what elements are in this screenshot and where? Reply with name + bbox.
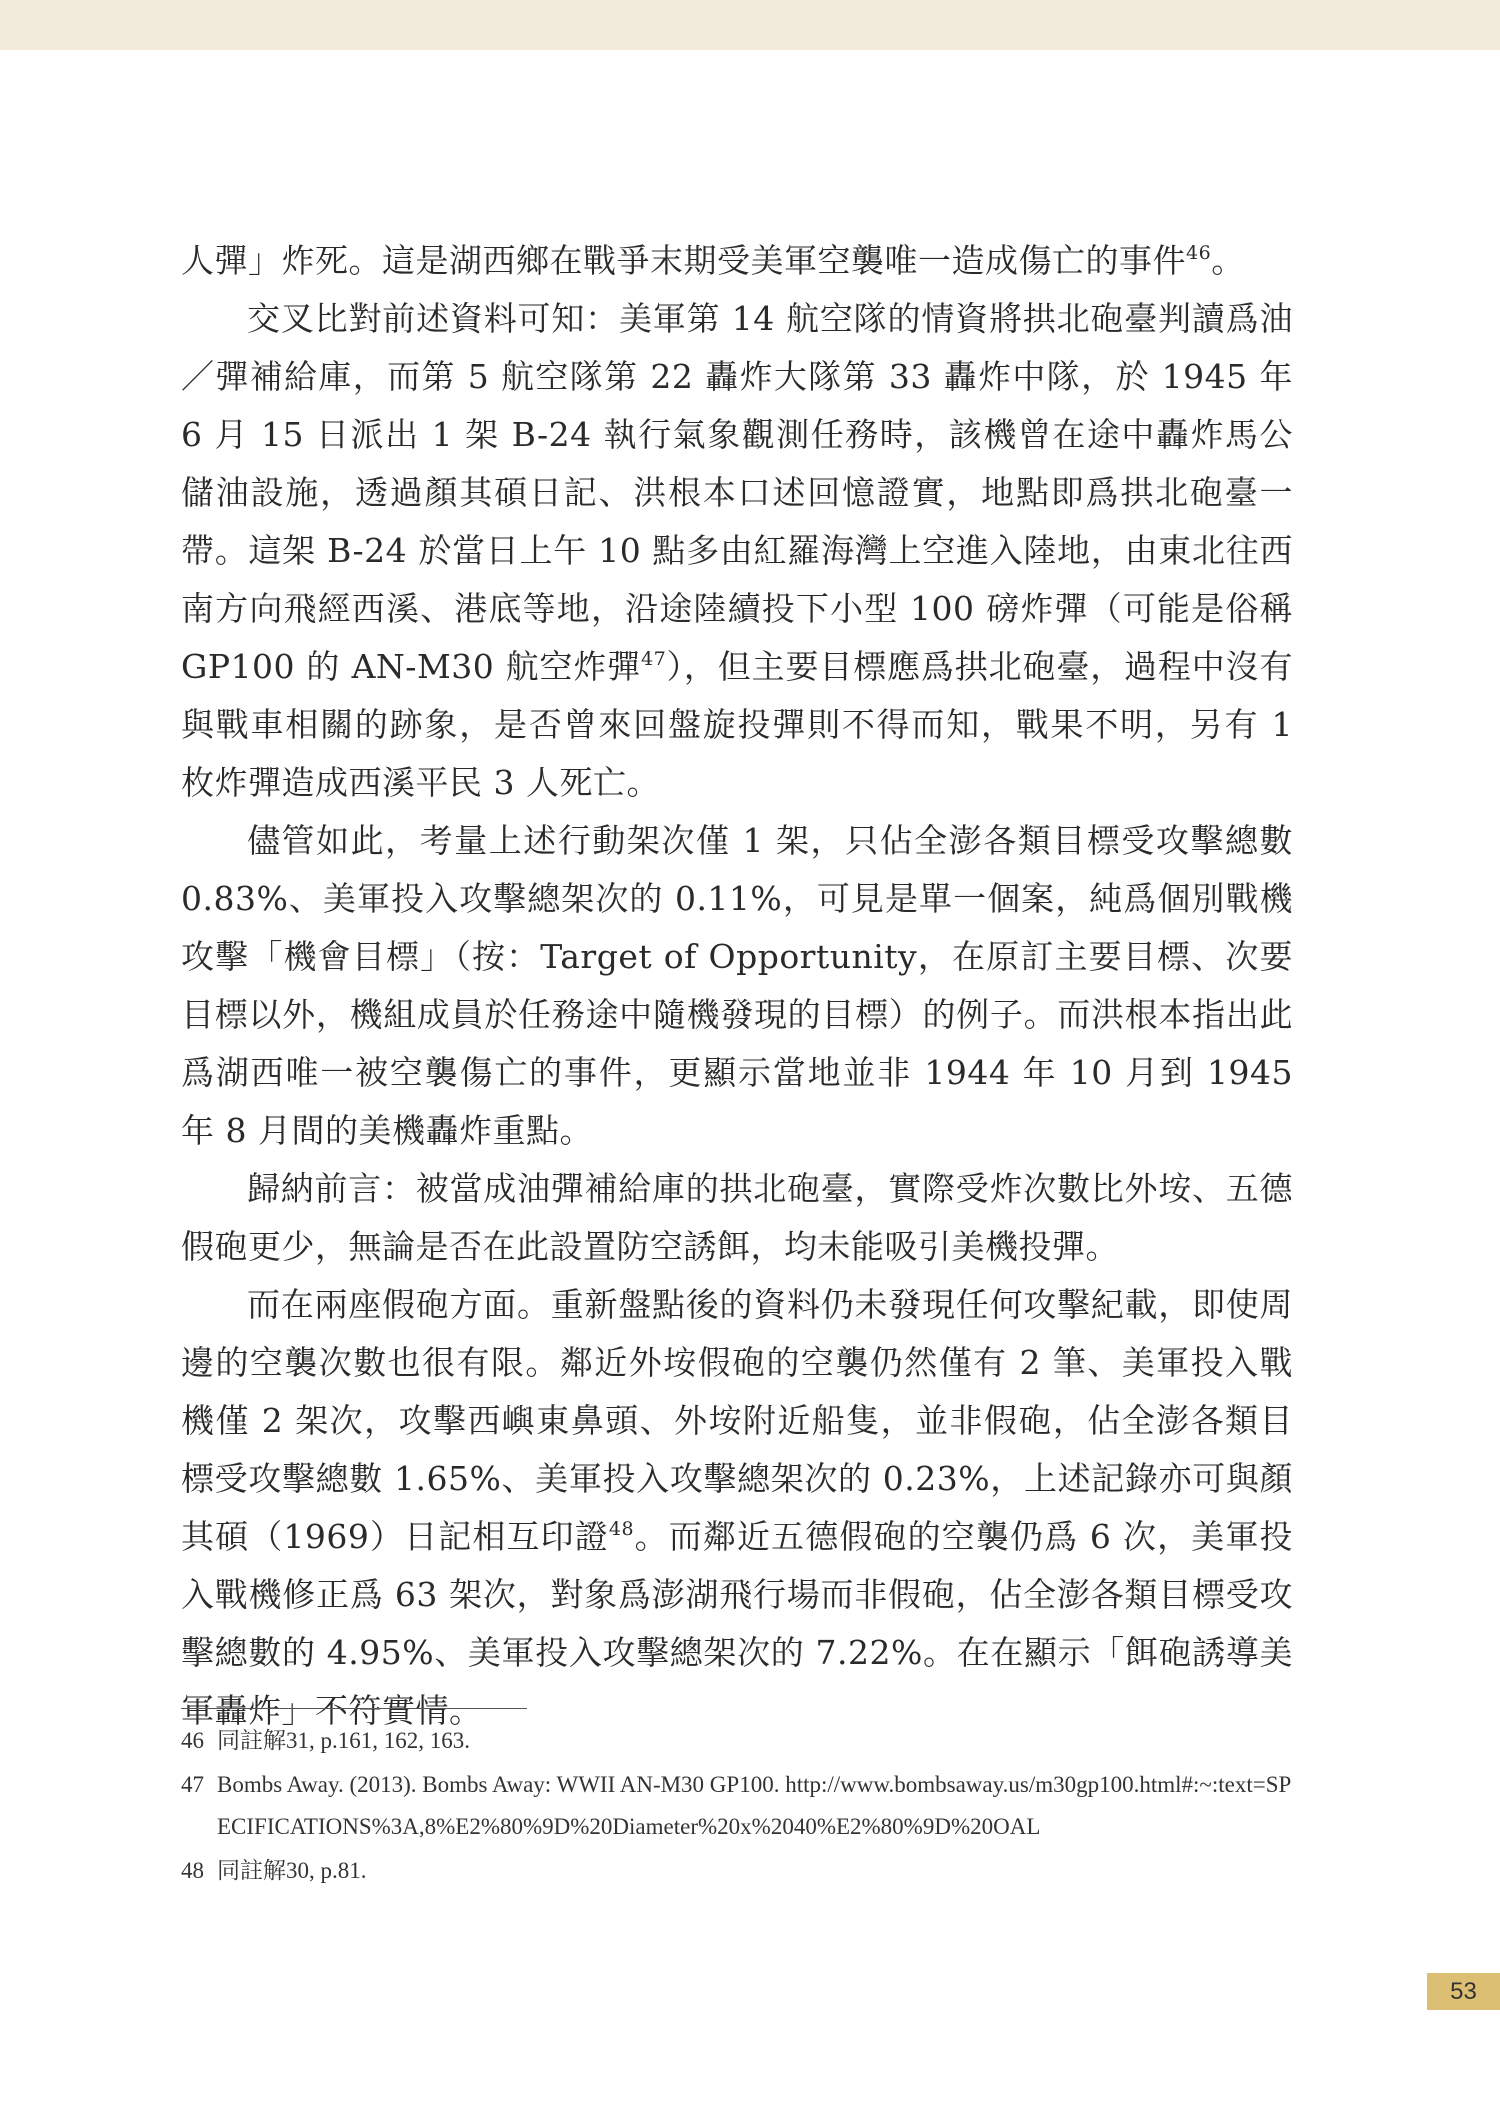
- footnote-number: 46: [181, 1728, 204, 1753]
- paragraph: 儘管如此，考量上述行動架次僅 1 架，只佔全澎各類目標受攻擊總數 0.83%、美軍投入攻擊總架次的 0.11%，可見是單一個案，純爲個別戰機攻擊「機會目標」（按：Target of Opportunity，在原訂主要目標、次要目標以外，機組成員於任務途中隨機發現的目標）的例子。而洪根本指出此爲湖西唯一被空襲傷亡的事件，更顯示當地並非 1944 年 10 月到 1945 年 8 月間的美機轟炸重點。: [181, 821, 1293, 1150]
- footnote-divider: [181, 1708, 527, 1709]
- paragraph: 交叉比對前述資料可知：美軍第 14 航空隊的情資將拱北砲臺判讀爲油／彈補給庫，而第 5 航空隊第 22 轟炸大隊第 33 轟炸中隊，於 1945 年 6 月 15 日派出 1 架 B-24 執行氣象觀測任務時，該機曾在途中轟炸馬公儲油設施，透過顏其碩日記、洪根本口述回憶證實，地點即爲拱北砲臺一帶。這架 B-24 於當日上午 10 點多由紅羅海灣上空進入陸地，由東北往西南方向飛經西溪、港底等地，沿途陸續投下小型 100 磅炸彈（可能是俗稱 GP100 的 AN-M30 航空炸彈$^{47}$），但主要目標應爲拱北砲臺，過程中沒有與戰車相關的跡象，是否曾來回盤旋投彈則不得而知，戰果不明，另有 1 枚炸彈造成西溪平民 3 人死亡。: [181, 299, 1293, 802]
- footnote-number: 47: [181, 1772, 204, 1797]
- paragraph: 而在兩座假砲方面。重新盤點後的資料仍未發現任何攻擊紀載，即使周邊的空襲次數也很有限。鄰近外垵假砲的空襲仍然僅有 2 筆、美軍投入戰機僅 2 架次，攻擊西嶼東鼻頭、外垵附近船隻，並非假砲，佔全澎各類目標受攻擊總數 1.65%、美軍投入攻擊總架次的 0.23%，上述記錄亦可與顏其碩（1969）日記相互印證$^{48}$。而鄰近五德假砲的空襲仍爲 6 次，美軍投入戰機修正爲 63 架次，對象爲澎湖飛行場而非假砲，佔全澎各類目標受攻擊總數的 4.95%、美軍投入攻擊總架次的 7.22%。在在顯示「餌砲誘導美軍轟炸」不符實情。: [181, 1285, 1294, 1730]
- footnote-text: 同註解30, p.81.: [217, 1858, 367, 1883]
- footnote-ref: 47: [641, 648, 667, 670]
- footnote-ref: 46: [1186, 242, 1212, 264]
- footnote-ref: 48: [608, 1518, 635, 1540]
- footnote: [181, 1764, 1293, 1848]
- page-number: 53: [1427, 1973, 1500, 2010]
- footnote-text[interactable]: Bombs Away. (2013). Bombs Away: WWII AN-M30 GP100. http://www.bombsaway.us/m30gp100.html#:~:text=SPECIFICATIONS%3A,8%E2%80%9D%20Diameter%20x%2040%E2%80%9D%20OAL: [217, 1772, 1292, 1839]
- footnote-number: 48: [181, 1858, 204, 1883]
- paragraph: 人彈」炸死。這是湖西鄉在戰爭末期受美軍空襲唯一造成傷亡的事件$^{46}$。: [181, 241, 1245, 280]
- footnote: [181, 1850, 1293, 1892]
- header-band: [0, 0, 1500, 50]
- paragraph: 歸納前言：被當成油彈補給庫的拱北砲臺，實際受炸次數比外垵、五德假砲更少，無論是否在此設置防空誘餌，均未能吸引美機投彈。: [181, 1169, 1293, 1266]
- body-text: [181, 232, 1293, 1740]
- footnote: [181, 1720, 1293, 1762]
- footnotes: [181, 1718, 1293, 1892]
- footnote-text: 同註解31, p.161, 162, 163.: [217, 1728, 470, 1753]
